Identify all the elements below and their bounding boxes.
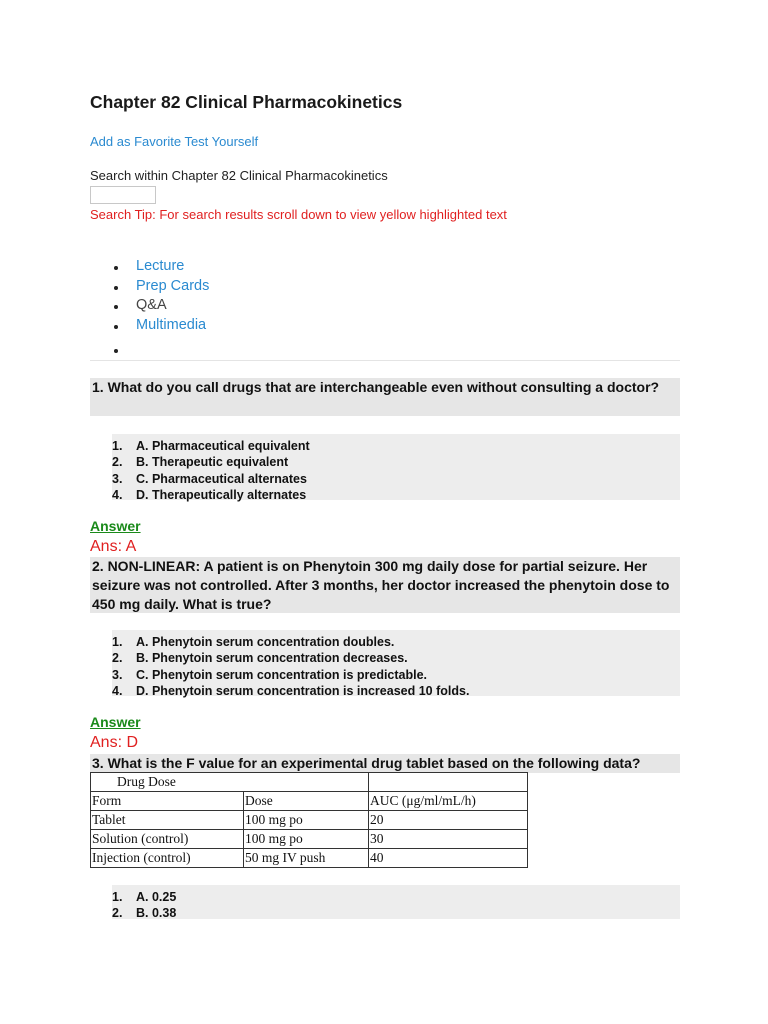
choice-number: 1.	[112, 890, 123, 904]
question-2: 2. NON-LINEAR: A patient is on Phenytoin 300 mg daily dose for partial seizure. Her seizure was not controlled. After 3 months, her doctor increased the phenytoin dose to 450 mg daily. What is true?	[90, 557, 680, 613]
table-cell: Injection (control)	[91, 849, 244, 868]
divider	[90, 360, 680, 361]
nav-link-multimedia[interactable]: Multimedia	[136, 316, 207, 333]
nav-link-prep-cards[interactable]: Prep Cards	[136, 277, 210, 294]
search-tip: Search Tip: For search results scroll down to view yellow highlighted text	[90, 207, 507, 222]
answer-link-2[interactable]: Answer	[90, 714, 141, 730]
choice-3b[interactable]	[112, 905, 680, 921]
table-cell: 100 mg po	[244, 811, 369, 830]
table-cell: 30	[369, 830, 528, 849]
table-cell: 50 mg IV push	[244, 849, 369, 868]
search-label: Search within Chapter 82 Clinical Pharmacokinetics	[90, 168, 388, 183]
choice-text: C. Phenytoin serum concentration is predictable.	[136, 667, 428, 682]
choice-text: A. Pharmaceutical equivalent	[136, 439, 310, 453]
table-cell: 20	[369, 811, 528, 830]
choice-number: 3.	[112, 471, 123, 486]
choice-text: D. Therapeutically alternates	[136, 488, 307, 503]
choice-3a[interactable]	[112, 889, 680, 905]
drug-dose-table	[90, 772, 528, 868]
choice-text: B. Therapeutic equivalent	[136, 455, 289, 470]
table-cell: 40	[369, 849, 528, 868]
table-header-cell: Form	[91, 792, 244, 811]
table-cell: Solution (control)	[91, 830, 244, 849]
choice-1c[interactable]	[112, 471, 680, 487]
answer-link-1[interactable]: Answer	[90, 518, 141, 534]
table-caption-blank	[369, 773, 528, 792]
search-input[interactable]	[90, 186, 156, 204]
table-caption-row	[91, 773, 528, 792]
nav-label-qa: Q&A	[136, 297, 167, 313]
choice-text: A. Phenytoin serum concentration doubles.	[136, 635, 395, 649]
table-row	[91, 811, 528, 830]
choice-1b[interactable]	[112, 454, 680, 470]
nav-item-empty	[90, 341, 209, 361]
choice-1d[interactable]	[112, 487, 680, 503]
nav-item-lecture[interactable]	[90, 258, 209, 278]
question-1: 1. What do you call drugs that are interchangeable even without consulting a doctor?	[90, 378, 680, 416]
choice-number: 4.	[112, 684, 123, 699]
favorite-links	[90, 134, 258, 149]
choice-number: 1.	[112, 635, 123, 649]
nav-item-multimedia[interactable]	[90, 317, 209, 337]
choice-number: 1.	[112, 439, 123, 453]
section-nav	[90, 258, 209, 361]
question-3-choices	[112, 885, 680, 919]
choice-number: 3.	[112, 667, 123, 682]
add-favorite-link[interactable]: Add as Favorite	[90, 134, 182, 149]
choice-2b[interactable]	[112, 650, 680, 666]
table-header-cell: Dose	[244, 792, 369, 811]
choice-number: 2.	[112, 906, 123, 921]
choice-number: 4.	[112, 488, 123, 503]
table-header-row	[91, 792, 528, 811]
table-cell: 100 mg po	[244, 830, 369, 849]
answer-1: Ans: A	[90, 538, 137, 555]
choice-2c[interactable]	[112, 667, 680, 683]
question-3: 3. What is the F value for an experimental drug tablet based on the following data?	[90, 754, 680, 773]
question-2-choices	[112, 630, 680, 699]
question-1-choices	[112, 434, 680, 503]
nav-link-lecture[interactable]: Lecture	[136, 258, 185, 274]
test-yourself-link[interactable]: Test Yourself	[184, 134, 259, 149]
answer-2: Ans: D	[90, 734, 139, 751]
nav-item-prep-cards[interactable]	[90, 278, 209, 298]
choice-text: B. 0.38	[136, 906, 177, 921]
table-cell: Tablet	[91, 811, 244, 830]
choice-number: 2.	[112, 455, 123, 470]
choice-number: 2.	[112, 651, 123, 666]
table-caption: Drug Dose	[91, 773, 369, 792]
page-title: Chapter 82 Clinical Pharmacokinetics	[90, 92, 403, 112]
choice-1a[interactable]	[112, 438, 680, 454]
table-row	[91, 830, 528, 849]
choice-text: C. Pharmaceutical alternates	[136, 471, 307, 486]
choice-text: B. Phenytoin serum concentration decreases.	[136, 651, 408, 666]
choice-2d[interactable]	[112, 683, 680, 699]
choice-text: D. Phenytoin serum concentration is increased 10 folds.	[136, 684, 470, 699]
choice-2a[interactable]	[112, 634, 680, 650]
table-row	[91, 849, 528, 868]
table-header-cell: AUC (μg/ml/mL/h)	[369, 792, 528, 811]
nav-item-qa	[90, 297, 209, 317]
choice-text: A. 0.25	[136, 890, 177, 904]
